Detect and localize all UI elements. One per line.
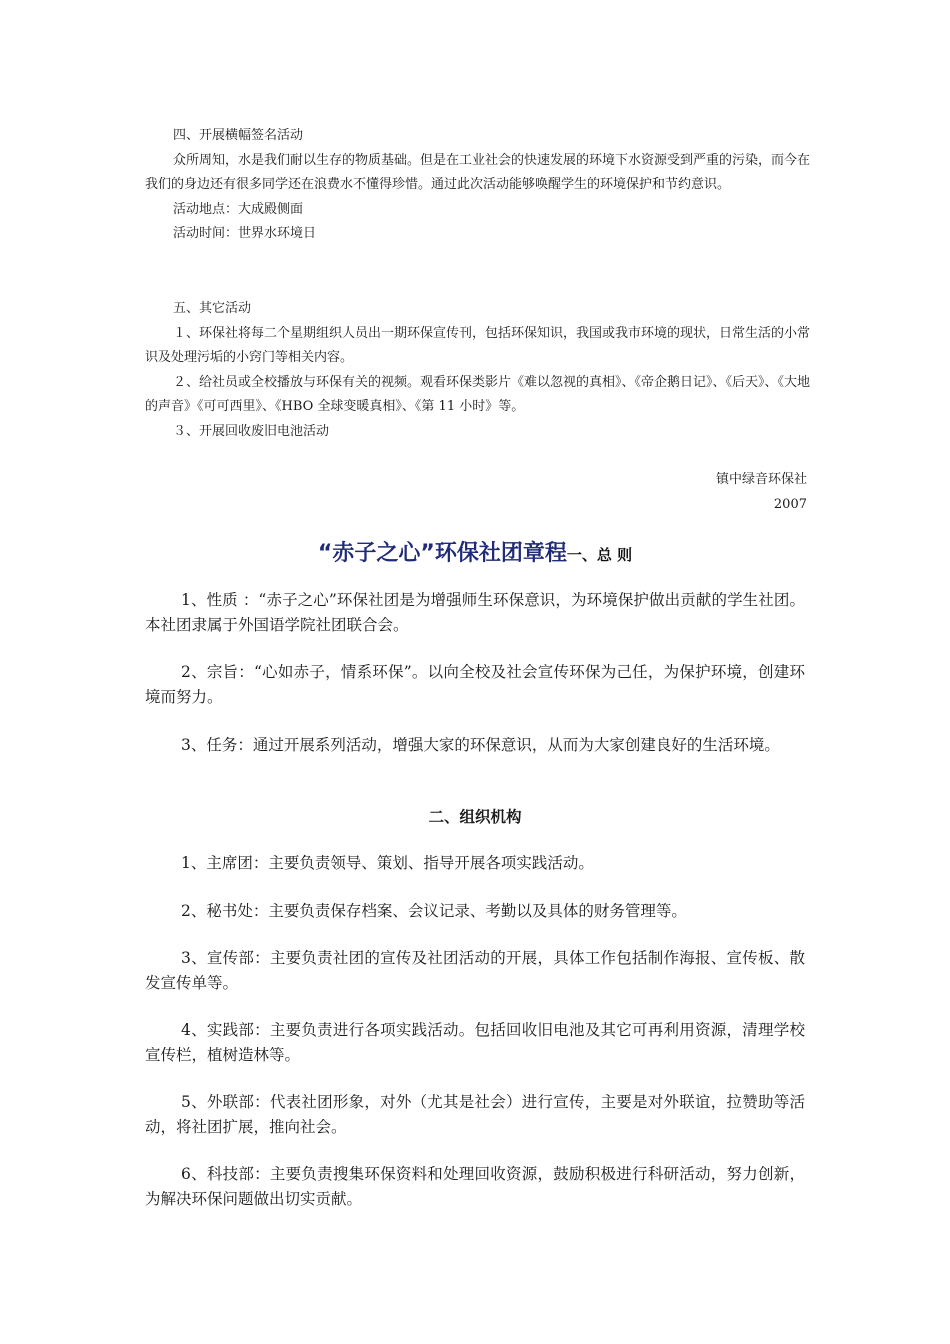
org-item-5: 5、外联部：代表社团形象，对外（尤其是社会）进行宣传，主要是对外联谊，拉赞助等活动，将社团扩展，推向社会。: [145, 1093, 805, 1136]
org-item-1: 1、主席团：主要负责领导、策划、指导开展各项实践活动。: [181, 854, 594, 872]
signature-org: 镇中绿音环保社: [715, 472, 807, 487]
general-item-1: 1、性质 ：“赤子之心”环保社团是为增强师生环保意识，为环境保护做出贡献的学生社团。本社团隶属于外国语学院社团联合会。: [145, 591, 805, 634]
signature-year: 2007: [773, 497, 807, 512]
section-5-item-1: １、环保社将每二个星期组织人员出一期环保宣传刊，包括环保知识，我国或我市环境的现状，日常生活的小常识及处理污垢的小窍门等相关内容。: [145, 325, 811, 365]
org-item-4: 4、实践部：主要负责进行各项实践活动。包括回收旧电池及其它可再利用资源，清理学校宣传栏，植树造林等。: [145, 1021, 805, 1064]
section-5-heading: 五、其它活动: [173, 301, 252, 316]
section-5: [145, 297, 810, 444]
org-item-3: 3、宣传部：主要负责社团的宣传及社团活动的开展，具体工作包括制作海报、宣传板、散发宣传单等。: [145, 949, 805, 992]
charter-title-suffix: 一、总 则: [566, 546, 633, 564]
section-5-item-2: ２、给社员或全校播放与环保有关的视频。观看环保类影片《难以忽视的真相》、《帝企鹅日记》、《后天》、《大地的声音》《可可西里》、《HBO 全球变暖真相》、《第 11 小时》等。: [145, 374, 811, 414]
charter-title: [0, 536, 950, 567]
charter-title-main: “赤子之心”环保社团章程: [317, 541, 567, 566]
section-4: [145, 124, 810, 247]
general-item-3: 3、任务：通过开展系列活动，增强大家的环保意识，从而为大家创建良好的生活环境。: [181, 736, 780, 754]
activity-time: 活动时间：世界水环境日: [173, 226, 317, 241]
org-structure-heading: 二、组织机构: [428, 807, 522, 826]
org-item-6: 6、科技部：主要负责搜集环保资料和处理回收资源，鼓励积极进行科研活动，努力创新，为解决环保问题做出切实贡献。: [145, 1165, 805, 1208]
section-4-paragraph: 众所周知，水是我们耐以生存的物质基础。但是在工业社会的快速发展的环境下水资源受到严重的污染，而今在我们的身边还有很多同学还在浪费水不懂得珍惜。通过此次活动能够唤醒学生的环境保护和节约意识。: [145, 152, 811, 192]
activity-location: 活动地点：大成殿侧面: [173, 201, 304, 217]
section-5-item-3: ３、开展回收废旧电池活动: [173, 423, 330, 439]
general-item-2: 2、宗旨：“心如赤子，情系环保”。以向全校及社会宣传环保为己任，为保护环境，创建环境而努力。: [145, 663, 805, 706]
org-item-2: 2、秘书处：主要负责保存档案、会议记录、考勤以及具体的财务管理等。: [181, 902, 687, 920]
section-4-heading: 四、开展横幅签名活动: [173, 128, 304, 143]
